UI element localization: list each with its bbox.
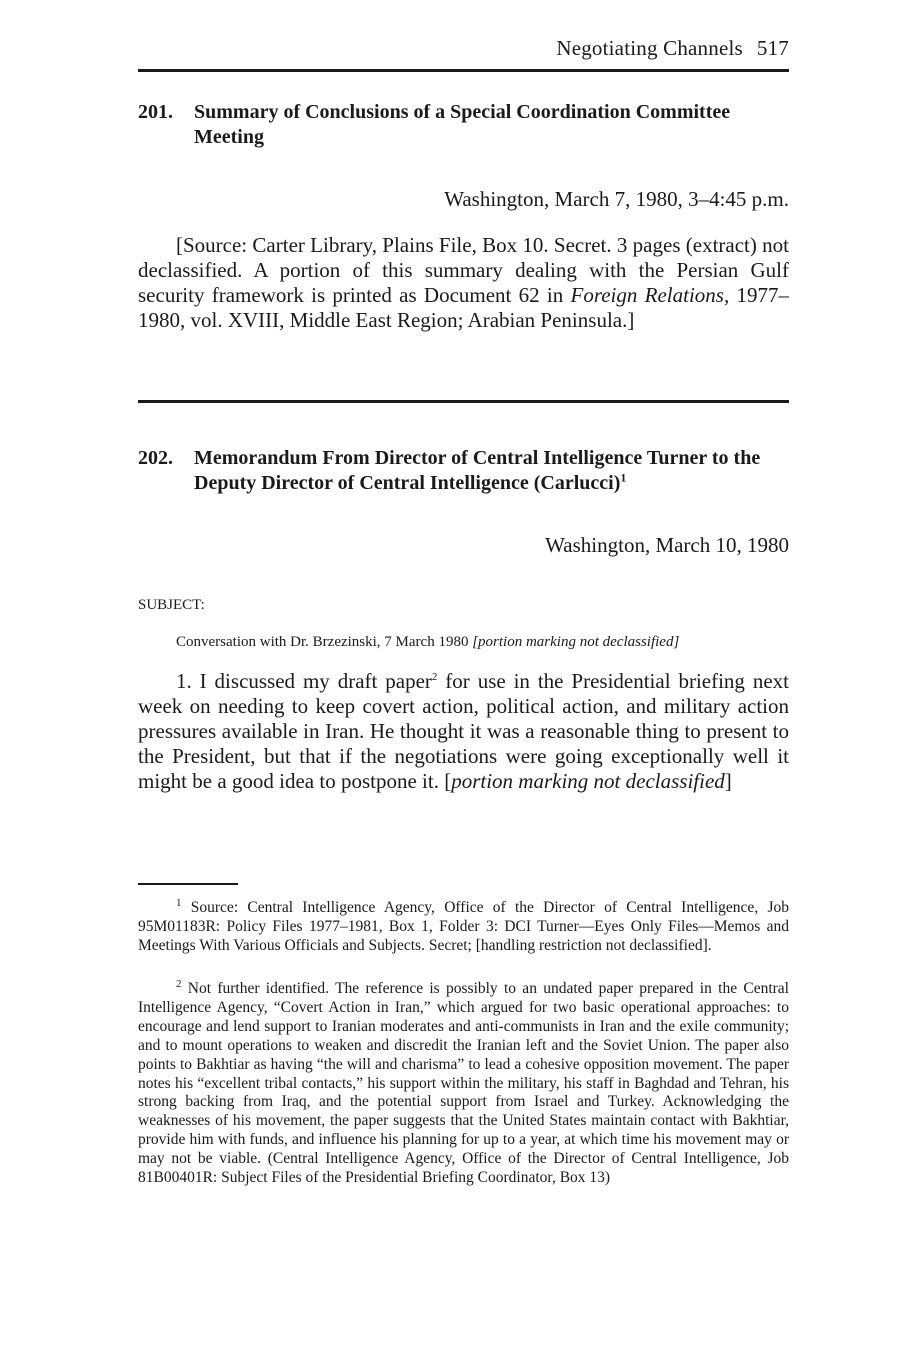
- running-head: [556, 36, 789, 61]
- doc-202-title-text: Memorandum From Director of Central Intelligence Turner to the Deputy Director of Central Intelligence (Carlucci): [194, 447, 761, 494]
- footnote-1-text: Source: Central Intelligence Agency, Office of the Director of Central Intelligence, Job 95M01183R: Policy Files 1977–1981, Box 1, Folder 3: DCI Turner—Eyes Only Files—Memos and Meetings With Various Officials and Subjects. Secret; [handling restriction not declassified].: [138, 899, 789, 954]
- subject-line: [176, 634, 679, 651]
- running-title: Negotiating Channels: [556, 36, 743, 60]
- para1-close: ]: [724, 769, 732, 793]
- para1-footnote-ref: 2: [431, 671, 438, 683]
- para1-start: 1. I discussed my draft paper: [176, 669, 432, 693]
- page-number: 517: [756, 36, 789, 60]
- footnote-1-ref: 1: [176, 896, 182, 909]
- footnote-2-ref: 2: [176, 977, 182, 990]
- footnote-1: [138, 896, 789, 956]
- doc-202-title: [194, 446, 789, 496]
- doc-201-title: Summary of Conclusions of a Special Coordination Committee Meeting: [194, 101, 731, 148]
- doc-202-heading: [138, 446, 789, 496]
- subject-text: Conversation with Dr. Brzezinski, 7 March 1980: [176, 634, 473, 650]
- doc-201-dateline: Washington, March 7, 1980, 3–4:45 p.m.: [444, 187, 789, 211]
- footnote-2: [138, 977, 789, 1188]
- subject-marking: [portion marking not declassified]: [472, 634, 680, 650]
- doc-201-number: 201.: [138, 101, 173, 123]
- doc-202-footnote-ref: 1: [620, 470, 627, 485]
- para1-marking: portion marking not declassified: [451, 769, 725, 793]
- footnote-rule: [138, 883, 238, 885]
- section-divider: [138, 400, 789, 403]
- doc-201-source-italic: Foreign Relations,: [570, 283, 730, 307]
- doc-201-source-note: [138, 233, 789, 333]
- doc-202-dateline: Washington, March 10, 1980: [545, 533, 789, 557]
- header-rule: [138, 69, 789, 72]
- doc-201-heading: [138, 100, 789, 150]
- para1-body: for use in the Presidential briefing next week on needing to keep covert action, political action, and military action pressures available in Iran. He thought it was a reasonable thing to present to the President, but that if the negotiations were going exceptionally well it might be a good idea to postpone it. [: [138, 669, 789, 793]
- footnote-2-text: Not further identified. The reference is possibly to an undated paper prepared in the Central Intelligence Agency, “Covert Action in Iran,” which argued for two basic operational approaches: to encourage and lend support to Iranian moderates and anti-communists in Iran and the exile community; and to mount operations to weaken and discredit the Iranian left and the Soviet Union. The paper also points to Bakhtiar as having “the will and charisma” to lead a cohesive opposition movement. The paper notes his “excellent tribal contacts,” his support within the military, his staff in Baghdad and Tehran, his strong backing from Iraq, and the potential support from Israel and Turkey. Acknowledging the weaknesses of his movement, the paper suggests that the United States maintain contact with Bakhtiar, provide him with funds, and influence his planning for up to a year, at which time his movement may or may not be viable. (Central Intelligence Agency, Office of the Director of Central Intelligence, Job 81B00401R: Subject Files of the Presidential Briefing Coordinator, Box 13): [138, 980, 789, 1187]
- subject-label: SUBJECT:: [138, 597, 205, 613]
- doc-202-paragraph-1: [138, 669, 789, 794]
- doc-201-source-part2: 1977–1980, vol. XVIII, Middle East Region; Arabian Peninsula.]: [138, 283, 789, 332]
- doc-201-source-part1: [Source: Carter Library, Plains File, Box 10. Secret. 3 pages (extract) not declassified. A portion of this summary dealing with the Persian Gulf security framework is printed as Document 62 in: [138, 233, 789, 307]
- doc-202-number: 202.: [138, 447, 173, 469]
